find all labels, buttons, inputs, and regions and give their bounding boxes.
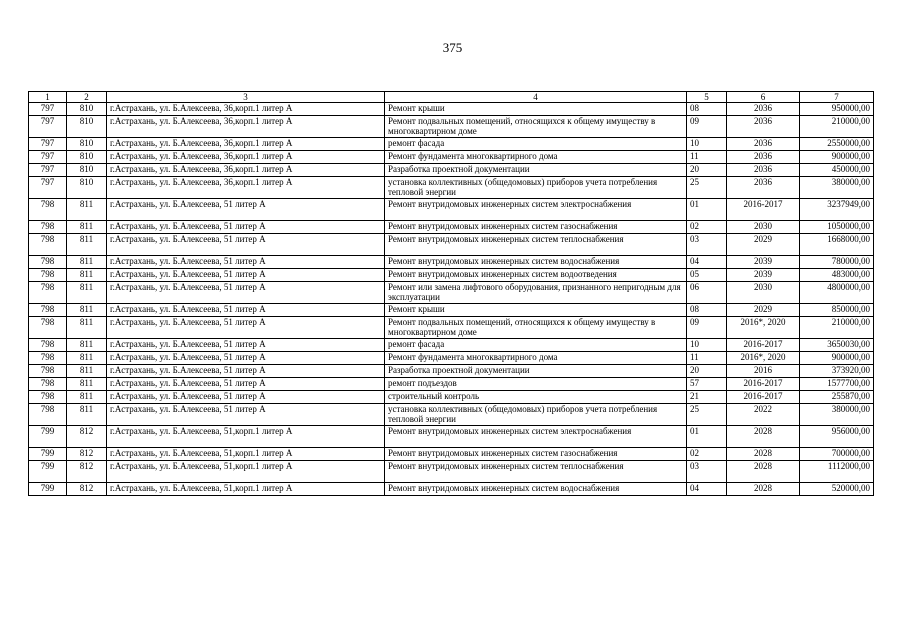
table-cell: г.Астрахань, ул. Б.Алексеева, 36,корп.1 литер А <box>107 138 385 151</box>
table-row <box>29 448 874 461</box>
table-cell: 797 <box>29 138 67 151</box>
table-cell: 04 <box>687 256 727 269</box>
table-cell: г.Астрахань, ул. Б.Алексеева, 51,корп.1 литер А <box>107 461 385 483</box>
table-cell: 812 <box>67 483 107 496</box>
table-cell: Ремонт внутридомовых инженерных систем газоснабжения <box>385 221 687 234</box>
table-row <box>29 116 874 138</box>
header-row <box>29 92 874 103</box>
table-cell: 811 <box>67 339 107 352</box>
table-row <box>29 426 874 448</box>
table-cell: 255870,00 <box>800 391 874 404</box>
table-cell: 2036 <box>727 138 800 151</box>
column-header: 1 <box>29 92 67 103</box>
table-row <box>29 304 874 317</box>
table-cell: 2036 <box>727 164 800 177</box>
table-cell: 2022 <box>727 404 800 426</box>
table-cell: 799 <box>29 483 67 496</box>
table-row <box>29 256 874 269</box>
column-header: 4 <box>385 92 687 103</box>
table-cell: Разработка проектной документации <box>385 365 687 378</box>
table-cell: 3237949,00 <box>800 199 874 221</box>
table-cell: 09 <box>687 317 727 339</box>
table-cell: Ремонт внутридомовых инженерных систем водоснабжения <box>385 256 687 269</box>
table-cell: 798 <box>29 404 67 426</box>
table-cell: 797 <box>29 151 67 164</box>
table-cell: 210000,00 <box>800 317 874 339</box>
table-cell: 811 <box>67 234 107 256</box>
table-cell: 812 <box>67 426 107 448</box>
table-row <box>29 282 874 304</box>
table-cell: Ремонт крыши <box>385 103 687 116</box>
table-cell: г.Астрахань, ул. Б.Алексеева, 36,корп.1 литер А <box>107 151 385 164</box>
table-cell: Разработка проектной документации <box>385 164 687 177</box>
table-cell: 798 <box>29 317 67 339</box>
table-cell: 483000,00 <box>800 269 874 282</box>
table-cell: 2036 <box>727 116 800 138</box>
table-cell: 11 <box>687 151 727 164</box>
table-cell: установка коллективных (общедомовых) приборов учета потребления тепловой энергии <box>385 404 687 426</box>
table-cell: 956000,00 <box>800 426 874 448</box>
table-cell: 2039 <box>727 256 800 269</box>
table-cell: 2030 <box>727 282 800 304</box>
table-cell: 380000,00 <box>800 404 874 426</box>
table-row <box>29 365 874 378</box>
table-cell: 811 <box>67 378 107 391</box>
table-row <box>29 199 874 221</box>
table-cell: г.Астрахань, ул. Б.Алексеева, 51,корп.1 литер А <box>107 483 385 496</box>
table-cell: строительный контроль <box>385 391 687 404</box>
table-cell: 811 <box>67 304 107 317</box>
table-cell: г.Астрахань, ул. Б.Алексеева, 51 литер А <box>107 221 385 234</box>
table-cell: г.Астрахань, ул. Б.Алексеева, 51 литер А <box>107 317 385 339</box>
table-cell: 798 <box>29 352 67 365</box>
table-cell: 810 <box>67 138 107 151</box>
table-row <box>29 177 874 199</box>
table-cell: 2028 <box>727 426 800 448</box>
table-cell: г.Астрахань, ул. Б.Алексеева, 51 литер А <box>107 339 385 352</box>
table-cell: 373920,00 <box>800 365 874 378</box>
table-cell: 2028 <box>727 448 800 461</box>
table-cell: 3650030,00 <box>800 339 874 352</box>
table-cell: 2029 <box>727 234 800 256</box>
table-cell: Ремонт подвальных помещений, относящихся к общему имуществу в многоквартирном доме <box>385 116 687 138</box>
table-cell: ремонт фасада <box>385 339 687 352</box>
table-cell: 798 <box>29 378 67 391</box>
table-row <box>29 461 874 483</box>
table-cell: 09 <box>687 116 727 138</box>
table-cell: 2016*, 2020 <box>727 317 800 339</box>
table-cell: 57 <box>687 378 727 391</box>
table-cell: 811 <box>67 269 107 282</box>
table-cell: 799 <box>29 461 67 483</box>
table-cell: 05 <box>687 269 727 282</box>
table-cell: г.Астрахань, ул. Б.Алексеева, 36,корп.1 литер А <box>107 116 385 138</box>
table-cell: 850000,00 <box>800 304 874 317</box>
table-cell: 1577700,00 <box>800 378 874 391</box>
table-cell: г.Астрахань, ул. Б.Алексеева, 51 литер А <box>107 391 385 404</box>
table-cell: г.Астрахань, ул. Б.Алексеева, 51 литер А <box>107 378 385 391</box>
table-cell: 812 <box>67 461 107 483</box>
table-cell: 2016 <box>727 365 800 378</box>
table-cell: 2016-2017 <box>727 339 800 352</box>
table-cell: установка коллективных (общедомовых) приборов учета потребления тепловой энергии <box>385 177 687 199</box>
table-cell: 20 <box>687 164 727 177</box>
table-cell: 2016-2017 <box>727 391 800 404</box>
table-cell: 25 <box>687 177 727 199</box>
table-cell: 2030 <box>727 221 800 234</box>
table-cell: Ремонт фундамента многоквартирного дома <box>385 352 687 365</box>
table-row <box>29 164 874 177</box>
table-cell: 2016-2017 <box>727 199 800 221</box>
table-cell: Ремонт внутридомовых инженерных систем теплоснабжения <box>385 461 687 483</box>
table-cell: г.Астрахань, ул. Б.Алексеева, 51 литер А <box>107 234 385 256</box>
table-cell: 2036 <box>727 151 800 164</box>
table-cell: 2550000,00 <box>800 138 874 151</box>
table-cell: 2028 <box>727 483 800 496</box>
table-cell: 811 <box>67 352 107 365</box>
table-cell: 04 <box>687 483 727 496</box>
table-cell: г.Астрахань, ул. Б.Алексеева, 51 литер А <box>107 404 385 426</box>
table-cell: 380000,00 <box>800 177 874 199</box>
table-cell: 06 <box>687 282 727 304</box>
table-cell: г.Астрахань, ул. Б.Алексеева, 36,корп.1 литер А <box>107 164 385 177</box>
table-cell: 08 <box>687 103 727 116</box>
table-cell: 4800000,00 <box>800 282 874 304</box>
table-cell: Ремонт фундамента многоквартирного дома <box>385 151 687 164</box>
table-cell: 03 <box>687 461 727 483</box>
table-cell: 2039 <box>727 269 800 282</box>
table-cell: 811 <box>67 256 107 269</box>
table-cell: 811 <box>67 199 107 221</box>
table-row <box>29 269 874 282</box>
table-cell: 950000,00 <box>800 103 874 116</box>
table-cell: Ремонт внутридомовых инженерных систем электроснабжения <box>385 426 687 448</box>
table-cell: 1050000,00 <box>800 221 874 234</box>
table-cell: г.Астрахань, ул. Б.Алексеева, 51 литер А <box>107 365 385 378</box>
table-cell: Ремонт внутридомовых инженерных систем водоснабжения <box>385 483 687 496</box>
table-cell: 450000,00 <box>800 164 874 177</box>
column-header: 6 <box>727 92 800 103</box>
table-cell: 798 <box>29 269 67 282</box>
table-cell: Ремонт внутридомовых инженерных систем теплоснабжения <box>385 234 687 256</box>
table-cell: 811 <box>67 404 107 426</box>
table-cell: 2016-2017 <box>727 378 800 391</box>
table-cell: 2036 <box>727 177 800 199</box>
capital-repair-table <box>28 91 874 496</box>
table-row <box>29 151 874 164</box>
table-cell: 799 <box>29 426 67 448</box>
table-cell: г.Астрахань, ул. Б.Алексеева, 51,корп.1 литер А <box>107 426 385 448</box>
table-cell: Ремонт внутридомовых инженерных систем электроснабжения <box>385 199 687 221</box>
table-cell: 810 <box>67 116 107 138</box>
table-row <box>29 221 874 234</box>
table-cell: г.Астрахань, ул. Б.Алексеева, 51 литер А <box>107 282 385 304</box>
page-number: 375 <box>442 40 463 55</box>
table-cell: г.Астрахань, ул. Б.Алексеева, 36,корп.1 литер А <box>107 103 385 116</box>
table-cell: 811 <box>67 317 107 339</box>
table-cell: 798 <box>29 282 67 304</box>
table-row <box>29 317 874 339</box>
table-cell: ремонт фасада <box>385 138 687 151</box>
table-cell: 810 <box>67 151 107 164</box>
table-cell: 798 <box>29 391 67 404</box>
table-cell: 520000,00 <box>800 483 874 496</box>
table-cell: Ремонт или замена лифтового оборудования, признанного непригодным для эксплуатации <box>385 282 687 304</box>
table-cell: 798 <box>29 199 67 221</box>
table-cell: г.Астрахань, ул. Б.Алексеева, 36,корп.1 литер А <box>107 177 385 199</box>
table-cell: 2016*, 2020 <box>727 352 800 365</box>
table-cell: 811 <box>67 365 107 378</box>
table-cell: 811 <box>67 282 107 304</box>
table-cell: 700000,00 <box>800 448 874 461</box>
table-cell: г.Астрахань, ул. Б.Алексеева, 51,корп.1 литер А <box>107 448 385 461</box>
table-cell: 798 <box>29 365 67 378</box>
table-row <box>29 391 874 404</box>
table-cell: 799 <box>29 448 67 461</box>
table-cell: 798 <box>29 221 67 234</box>
table-cell: Ремонт крыши <box>385 304 687 317</box>
table-cell: 02 <box>687 448 727 461</box>
column-header: 7 <box>800 92 874 103</box>
table-cell: 10 <box>687 138 727 151</box>
table-cell: Ремонт внутридомовых инженерных систем газоснабжения <box>385 448 687 461</box>
table-cell: 811 <box>67 221 107 234</box>
table-cell: 2029 <box>727 304 800 317</box>
table-row <box>29 339 874 352</box>
column-header: 5 <box>687 92 727 103</box>
table-cell: 780000,00 <box>800 256 874 269</box>
table-cell: 810 <box>67 177 107 199</box>
table-cell: 02 <box>687 221 727 234</box>
table-row <box>29 138 874 151</box>
table-cell: 797 <box>29 164 67 177</box>
table-cell: 797 <box>29 103 67 116</box>
table-cell: 03 <box>687 234 727 256</box>
table-cell: г.Астрахань, ул. Б.Алексеева, 51 литер А <box>107 352 385 365</box>
table-row <box>29 352 874 365</box>
table-row <box>29 103 874 116</box>
table-cell: 1668000,00 <box>800 234 874 256</box>
table-row <box>29 404 874 426</box>
table-cell: г.Астрахань, ул. Б.Алексеева, 51 литер А <box>107 269 385 282</box>
table-cell: 210000,00 <box>800 116 874 138</box>
table-cell: Ремонт подвальных помещений, относящихся к общему имуществу в многоквартирном доме <box>385 317 687 339</box>
table-cell: 1112000,00 <box>800 461 874 483</box>
table-cell: 01 <box>687 199 727 221</box>
table-cell: ремонт подъездов <box>385 378 687 391</box>
table-cell: г.Астрахань, ул. Б.Алексеева, 51 литер А <box>107 256 385 269</box>
table-cell: 08 <box>687 304 727 317</box>
table-cell: 798 <box>29 339 67 352</box>
table-cell: 2036 <box>727 103 800 116</box>
table-cell: г.Астрахань, ул. Б.Алексеева, 51 литер А <box>107 304 385 317</box>
table-row <box>29 234 874 256</box>
table-cell: 797 <box>29 116 67 138</box>
table-cell: 2028 <box>727 461 800 483</box>
table-row <box>29 483 874 496</box>
column-header: 3 <box>107 92 385 103</box>
table-cell: г.Астрахань, ул. Б.Алексеева, 51 литер А <box>107 199 385 221</box>
table-cell: 900000,00 <box>800 151 874 164</box>
table-cell: 11 <box>687 352 727 365</box>
table-cell: 810 <box>67 164 107 177</box>
table-cell: Ремонт внутридомовых инженерных систем водоотведения <box>385 269 687 282</box>
column-header: 2 <box>67 92 107 103</box>
table-row <box>29 378 874 391</box>
table-cell: 01 <box>687 426 727 448</box>
table-cell: 798 <box>29 234 67 256</box>
table-cell: 797 <box>29 177 67 199</box>
table-cell: 10 <box>687 339 727 352</box>
table-cell: 812 <box>67 448 107 461</box>
table-cell: 21 <box>687 391 727 404</box>
table-cell: 798 <box>29 256 67 269</box>
table-cell: 900000,00 <box>800 352 874 365</box>
table-cell: 25 <box>687 404 727 426</box>
table-cell: 20 <box>687 365 727 378</box>
table-cell: 810 <box>67 103 107 116</box>
table-cell: 798 <box>29 304 67 317</box>
table-cell: 811 <box>67 391 107 404</box>
